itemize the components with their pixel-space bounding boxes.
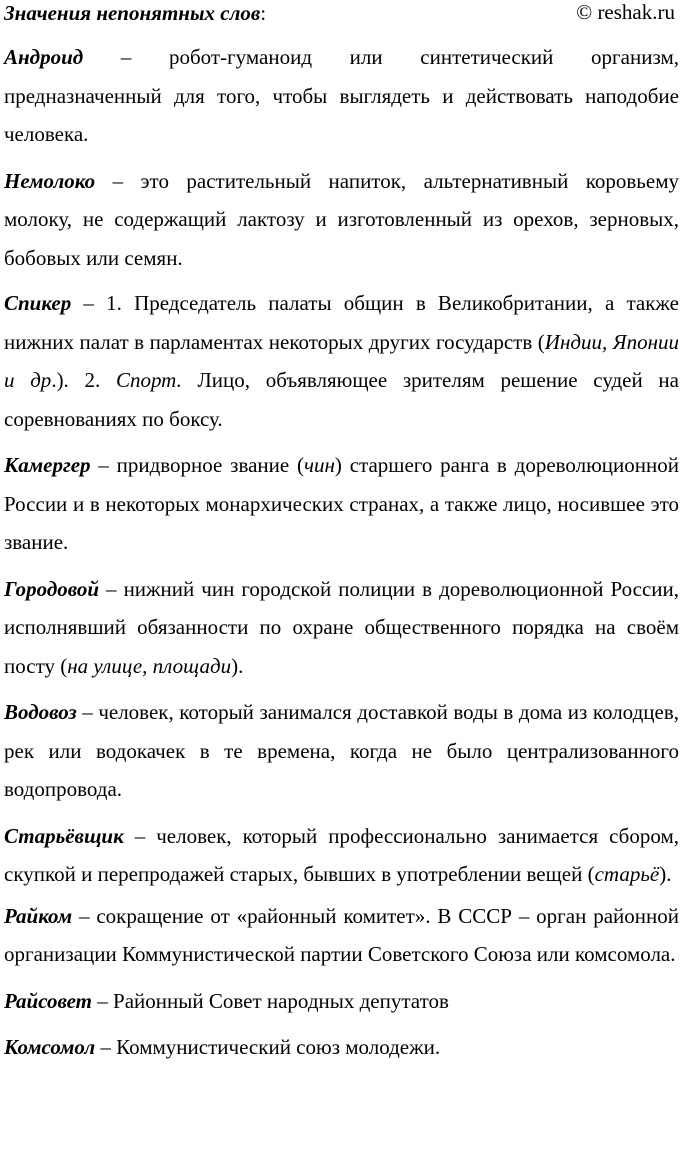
entry-vodovoz [4, 693, 679, 809]
entry-term: Водовоз [4, 700, 77, 724]
entry-term: Старьёвщик [4, 823, 124, 848]
entry-italic: Спорт. [115, 368, 182, 392]
entry-italic: на улице, площади [67, 653, 232, 678]
entry-definition: ) старшего ранга в дореволюционной России и в некоторых монархических странах, а также лицо, носившее это звание. [4, 453, 679, 554]
entry-term: Немолоко [4, 168, 96, 193]
entry-raysovet [4, 982, 679, 1021]
entry-italic: старьё [594, 862, 660, 886]
entry-term: Комсомол [4, 1035, 96, 1059]
entry-definition: – Коммунистический союз молодежи. [95, 1035, 441, 1059]
page-header [4, 0, 679, 26]
entry-term: Андроид [4, 45, 84, 69]
entry-komsomol [4, 1028, 679, 1067]
entry-speaker [4, 284, 679, 438]
entry-android [4, 38, 679, 154]
entry-staryovshchik [4, 817, 679, 894]
page-title [4, 0, 266, 26]
document-page [4, 0, 679, 1067]
entry-kamerger [4, 446, 679, 562]
entry-definition: – нижний чин городской полиции в дореволюционной России, исполнявший обязанности по охране общественного порядка на своём посту ( [4, 576, 679, 678]
page-title-colon: : [260, 1, 267, 25]
entry-definition: – сокращение от «районный комитет». В СССР – орган районной организации Коммунистической партии Советского Союза или комсомола. [4, 903, 679, 966]
watermark: © reshak.ru [576, 0, 675, 24]
entry-definition: – человек, который занимался доставкой воды в дома из колодцев, рек или водокачек в те времена, когда не было централизованного водопровода. [4, 700, 679, 801]
entry-term: Спикер [4, 291, 72, 315]
entry-raykom [4, 897, 679, 974]
entry-term: Райком [4, 903, 73, 928]
entry-definition: – робот-гуманоид или синтетический организм, предназначенный для того, чтобы выглядеть и действовать наподобие человека. [4, 45, 679, 146]
entry-nemoloko [4, 162, 679, 278]
page-title-text: Значения непонятных слов [4, 1, 261, 25]
entry-definition: .). 2. [51, 368, 116, 392]
entry-italic: чин [303, 453, 335, 477]
entry-gorodovoy [4, 570, 679, 686]
entry-definition: Лицо, объявляющее зрителям решение судей на соревнованиях по боксу. [4, 368, 679, 431]
entry-definition: ). [659, 862, 672, 886]
entry-italic: Индии, Японии и др [4, 329, 679, 392]
entry-definition: – человек, который профессионально занимается сбором, скупкой и перепродажей старых, бывших в употреблении вещей ( [4, 823, 679, 886]
entry-definition: – 1. Председатель палаты общин в Великобритании, а также нижних палат в парламентах некоторых других государств ( [4, 291, 679, 354]
entry-term: Райсовет [4, 988, 93, 1013]
entry-term: Камергер [4, 453, 91, 477]
entry-term: Городовой [4, 576, 100, 601]
entry-definition: – придворное звание ( [90, 453, 304, 477]
entry-definition: – Районный Совет народных депутатов [92, 988, 449, 1013]
entry-definition: ). [231, 653, 244, 678]
entry-definition: – это растительный напиток, альтернативный коровьему молоку, не содержащий лактозу и изготовленный из орехов, зерновых, бобовых или семян. [4, 168, 679, 270]
